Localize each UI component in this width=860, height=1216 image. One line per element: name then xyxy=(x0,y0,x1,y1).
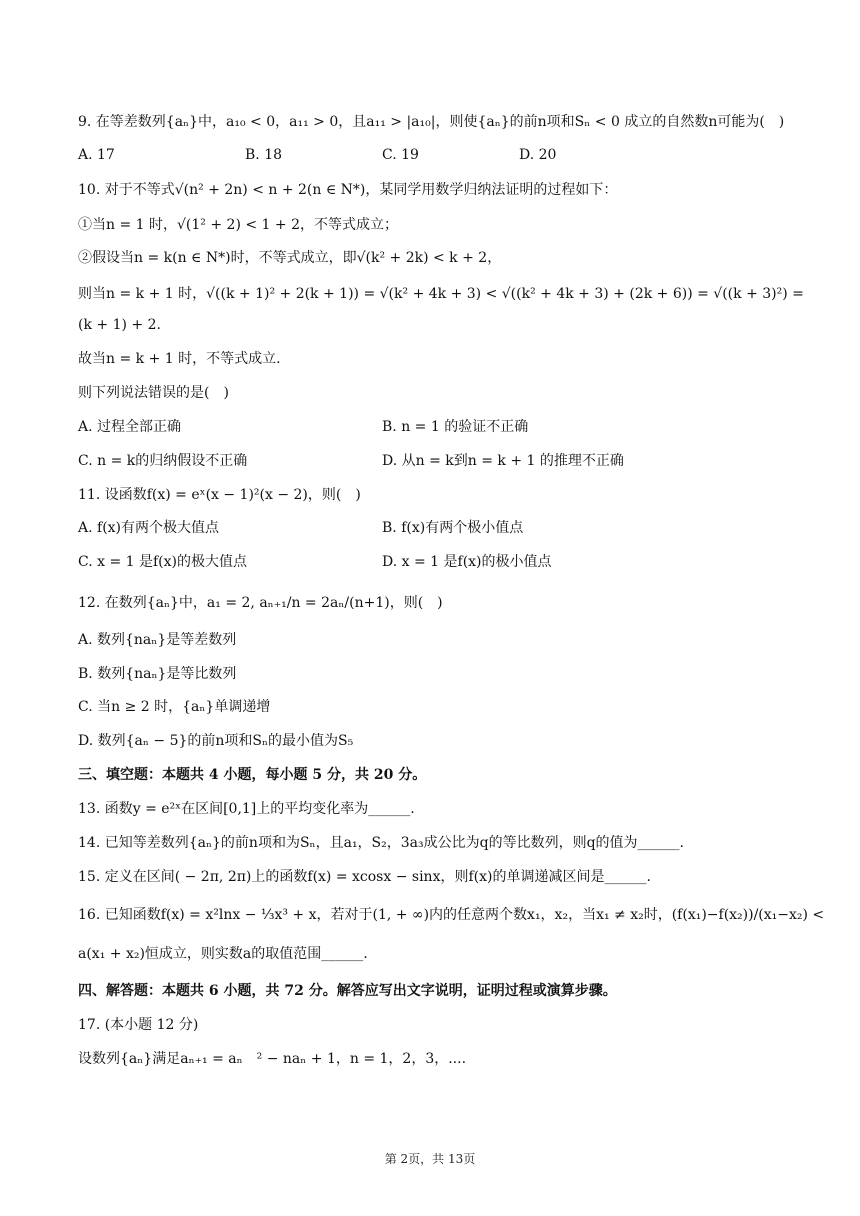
q10-option-b: B. n = 1 的验证不正确 xyxy=(382,419,529,435)
q10-stem: 10. 对于不等式√(n² + 2n) < n + 2(n ∈ N*)，某同学用数学归纳法证明的过程如下： xyxy=(78,182,618,198)
q9-option-b: B. 18 xyxy=(245,147,283,163)
q10-step3a: 则当n = k + 1 时，√((k + 1)² + 2(k + 1)) = √(k² + 4k + 3) < √((k² + 4k + 3) + (2k + 6)) = √((k + 3)²) = xyxy=(78,286,804,302)
q10-step3b: (k + 1) + 2. xyxy=(78,317,161,333)
q11-option-c: C. x = 1 是f(x)的极大值点 xyxy=(78,554,247,570)
q10-option-c: C. n = k的归纳假设不正确 xyxy=(78,453,248,469)
q17-stem: 设数列{aₙ}满足aₙ₊₁ = aₙ ² − naₙ + 1，n = 1，2，3，.... xyxy=(78,1051,467,1067)
q12-option-b: B. 数列{naₙ}是等比数列 xyxy=(78,666,237,682)
q16-line1: 16. 已知函数f(x) = x²lnx − ⅓x³ + x，若对于(1, + ∞)内的任意两个数x₁，x₂，当x₁ ≠ x₂时，(f(x₁)−f(x₂))/(x₁−x₂) < xyxy=(78,907,825,923)
q14: 14. 已知等差数列{aₙ}的前n项和为Sₙ，且a₁，S₂，3a₃成公比为q的等比数列，则q的值为______. xyxy=(78,835,684,851)
q9-option-a: A. 17 xyxy=(78,147,115,163)
q13: 13. 函数y = e²ˣ在区间[0,1]上的平均变化率为______. xyxy=(78,801,415,817)
q9-option-d: D. 20 xyxy=(519,147,557,163)
q10-step2: ②假设当n = k(n ∈ N*)时，不等式成立，即√(k² + 2k) < k + 2， xyxy=(78,250,502,266)
q10-ask: 则下列说法错误的是( ) xyxy=(78,385,229,401)
q11-option-b: B. f(x)有两个极小值点 xyxy=(382,520,524,536)
q10-option-d: D. 从n = k到n = k + 1 的推理不正确 xyxy=(382,453,624,469)
q11-option-a: A. f(x)有两个极大值点 xyxy=(78,520,220,536)
q16-line2: a(x₁ + x₂)恒成立，则实数a的取值范围______. xyxy=(78,946,368,962)
q9-option-c: C. 19 xyxy=(382,147,419,163)
q10-step4: 故当n = k + 1 时，不等式成立. xyxy=(78,351,281,367)
q10-step1: ①当n = 1 时，√(1² + 2) < 1 + 2，不等式成立； xyxy=(78,217,398,233)
section-3-heading: 三、填空题：本题共 4 小题，每小题 5 分，共 20 分。 xyxy=(78,767,427,783)
q12-option-d: D. 数列{aₙ − 5}的前n项和Sₙ的最小值为S₅ xyxy=(78,733,354,749)
q11-stem: 11. 设函数f(x) = eˣ(x − 1)²(x − 2)，则( ) xyxy=(78,487,361,503)
q9-stem: 9. 在等差数列{aₙ}中，a₁₀ < 0，a₁₁ > 0，且a₁₁ > |a₁₀|，则使{aₙ}的前n项和Sₙ < 0 成立的自然数n可能为( ) xyxy=(78,114,785,130)
q15: 15. 定义在区间( − 2π, 2π)上的函数f(x) = xcosx − sinx，则f(x)的单调递减区间是______. xyxy=(78,869,651,885)
q11-option-d: D. x = 1 是f(x)的极小值点 xyxy=(382,554,552,570)
q12-option-c: C. 当n ≥ 2 时，{aₙ}单调递增 xyxy=(78,699,271,715)
q17-header: 17. (本小题 12 分) xyxy=(78,1017,199,1033)
q12-option-a: A. 数列{naₙ}是等差数列 xyxy=(78,632,237,648)
page-footer: 第 2页，共 13页 xyxy=(384,1152,476,1166)
section-4-heading: 四、解答题：本题共 6 小题，共 72 分。解答应写出文字说明，证明过程或演算步骤。 xyxy=(78,983,617,999)
q12-stem: 12. 在数列{aₙ}中，a₁ = 2, aₙ₊₁/n = 2aₙ/(n+1)，则( ) xyxy=(78,595,443,611)
q10-option-a: A. 过程全部正确 xyxy=(78,419,182,435)
